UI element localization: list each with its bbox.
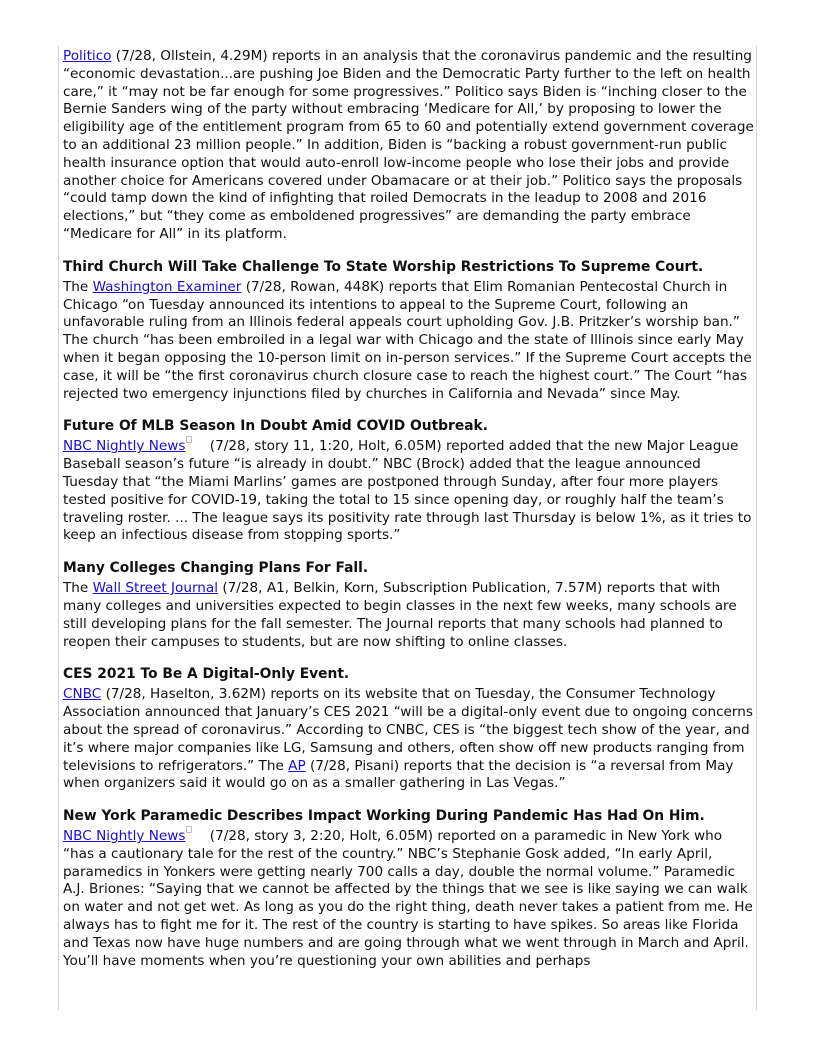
article-body: (7/28, Rowan, 448K) reports that Elim Romanian Pentecostal Church in Chicago “on Tuesday announced its intentions to appeal to the Supreme Court, following an unfavorable ruling from an Illinois federal appeals court upholding Gov. J.B. Pritzker’s worship ban.” The church “has been embroiled in a legal war with Chicago and the state of Illinois since early May when it began opposing the 10-person limit on in-person services.” If the Supreme Court accepts the case, it will be “the first coronavirus church closure case to reach the highest court.” The Court “has rejected two emergency injunctions filed by churches in California and Nevada” since May. [63, 278, 752, 402]
source-link-washington-examiner[interactable]: Washington Examiner [92, 278, 242, 295]
video-icon[interactable] [186, 826, 192, 833]
article-ny-paramedic [63, 828, 755, 970]
left-margin-rule [58, 46, 59, 1010]
article-colleges-fall-plans [63, 580, 755, 651]
headline-church-supreme-court: Third Church Will Take Challenge To State Worship Restrictions To Supreme Court. [63, 258, 704, 275]
article-body: (7/28, story 11, 1:20, Holt, 6.05M) reported added that the new Major League Baseball season’s future “is already in doubt.” NBC (Brock) added that the league announced Tuesday that “the Miami Marlins’ games are postponed through Sunday, after four more players tested positive for COVID-19, taking the total to 15 since opening day, or roughly half the team’s traveling roster. ... The league says its positivity rate through last Thursday is below 1%, as it tries to keep an infectious disease from stopping sports.” [63, 438, 752, 544]
article-prefix: The [63, 580, 93, 597]
article-body: (7/28, Ollstein, 4.29M) reports in an analysis that the coronavirus pandemic and the resulting “economic devastation...are pushing Joe Biden and the Democratic Party further to the left on health care,” it “may not be far enough for some progressives.” Politico says Biden is “inching closer to the Bernie Sanders wing of the party without embracing ‘Medicare for All,’ by proposing to lower the eligibility age of the entitlement program from 65 to 60 and potentially extend government coverage to an additional 23 million people.” In addition, Biden is “backing a robust government-run public health insurance option that would auto-enroll low-income people who lose their jobs and provide another choice for Americans covered under Obamacare or at their job.” Politico says the proposals “could tamp down the kind of infighting that roiled Democrats in the leadup to 2008 and 2016 elections,” but “they come as emboldened progressives” are demanding the party embrace “Medicare for All” in its platform. [63, 48, 754, 242]
article-politico-health-care [63, 48, 755, 244]
article-body: (7/28, story 3, 2:20, Holt, 6.05M) reported on a paramedic in New York who “has a cautionary tale for the rest of the country.” NBC’s Stephanie Gosk added, “In early April, paramedics in Yonkers were getting nearly 700 calls a day, double the normal volume.” Paramedic A.J. Briones: “Saying that we cannot be affected by the things that we see is like saying we can walk on water and not get wet. As long as you do the right thing, death never takes a patient from me. He always has to fight me for it. The rest of the country is starting to have spikes. So areas like Florida and Texas now have huge numbers and are going through what we went through in March and April. You’ll have moments when you’re questioning your own abilities and perhaps [63, 828, 753, 969]
article-prefix: The [63, 278, 93, 295]
headline-ces-2021: CES 2021 To Be A Digital-Only Event. [63, 666, 350, 683]
article-body: (7/28, Haselton, 3.62M) reports on its website that on Tuesday, the Consumer Technology Association announced that January’s CES 2021 “will be a digital-only event due to ongoing concerns about the spread of coronavirus.” According to CNBC, CES is “the biggest tech show of the year, and it’s where major companies like LG, Samsung and others, often show off new products ranging from televisions to refrigerators.” The [63, 686, 753, 774]
source-link-ap[interactable]: AP [288, 757, 306, 774]
headline-colleges-fall-plans: Many Colleges Changing Plans For Fall. [63, 560, 369, 577]
headline-ny-paramedic: New York Paramedic Describes Impact Working During Pandemic Has Had On Him. [63, 808, 705, 825]
source-link-nbc-nightly-news[interactable]: NBC Nightly News [63, 438, 186, 455]
video-icon[interactable] [186, 436, 192, 443]
right-margin-rule [756, 46, 757, 1010]
news-briefing-page [63, 48, 755, 970]
article-body-continued: (7/28, Pisani) reports that the decision is “a reversal from May when organizers said it would go on as a smaller gathering in Las Vegas.” [63, 757, 734, 792]
source-link-politico[interactable]: Politico [63, 48, 112, 64]
headline-mlb-season: Future Of MLB Season In Doubt Amid COVID Outbreak. [63, 418, 488, 435]
source-link-wall-street-journal[interactable]: Wall Street Journal [92, 580, 219, 597]
article-mlb-season [63, 438, 755, 545]
source-link-nbc-nightly-news[interactable]: NBC Nightly News [63, 828, 186, 845]
source-link-cnbc[interactable]: CNBC [63, 686, 102, 703]
article-body: (7/28, A1, Belkin, Korn, Subscription Publication, 7.57M) reports that with many colleges and universities expected to begin classes in the next few weeks, many schools are still developing plans for the fall semester. The Journal reports that many schools had planned to reopen their campuses to students, but are now shifting to online classes. [63, 580, 737, 650]
article-ces-2021 [63, 686, 755, 793]
article-church-supreme-court [63, 279, 755, 404]
